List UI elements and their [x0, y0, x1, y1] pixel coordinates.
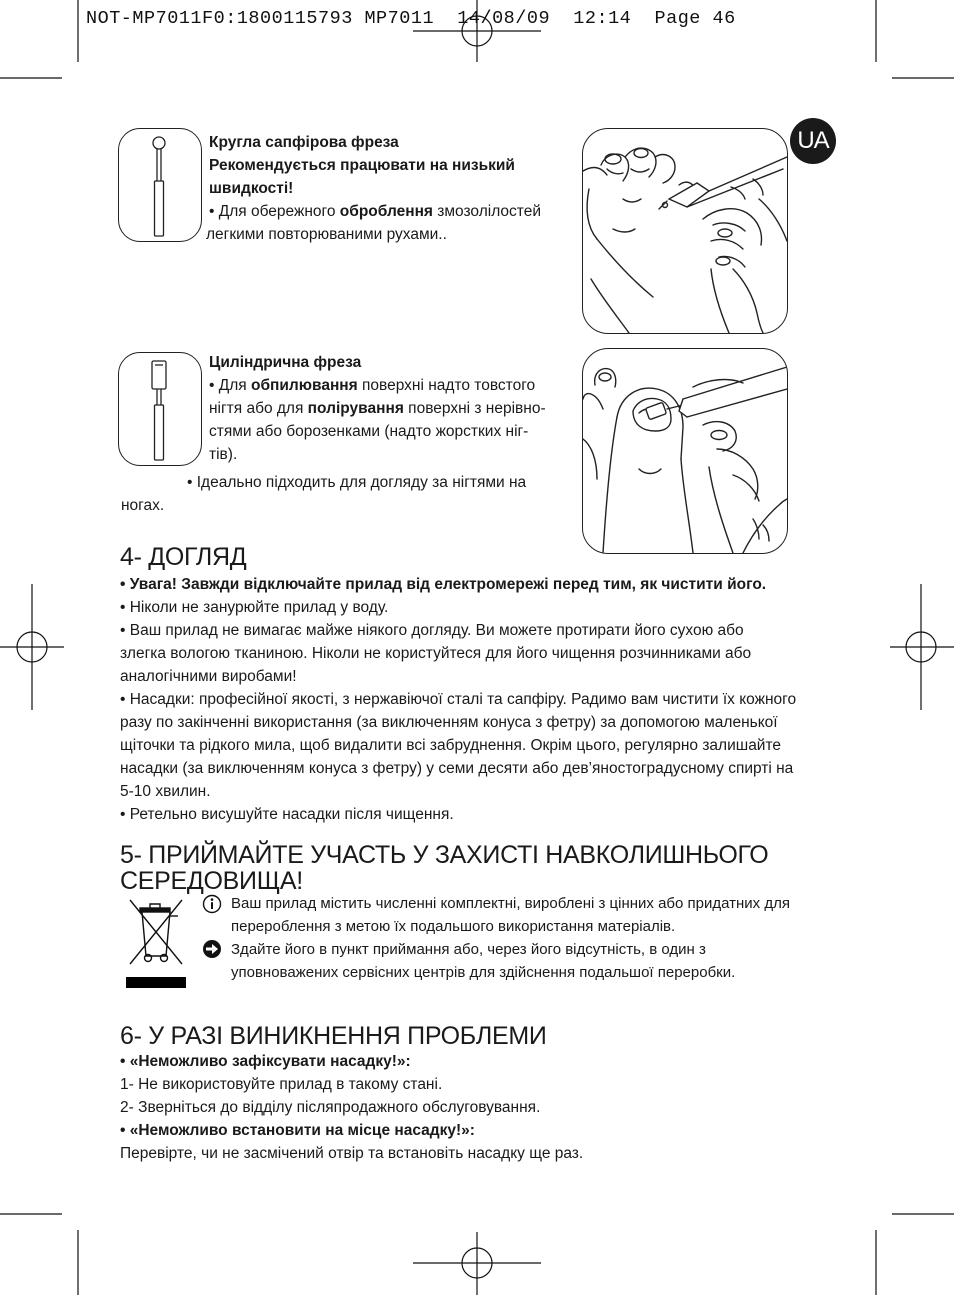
- toenail-filing-illustration: [583, 349, 787, 553]
- round-cutter-bullet-post: змозолілостей: [432, 203, 541, 220]
- cylinder-bullet1-bold: обпилювання: [250, 377, 358, 394]
- foot-and-hand-callus-illustration: [583, 129, 787, 333]
- section4-line-3: злегка вологою тканиною. Ніколи не користуйтеся для його чищення розчинниками або: [120, 645, 752, 662]
- cylinder-bullet1-pre: • Для: [209, 377, 251, 394]
- section6-p1-bullet: • «: [120, 1053, 139, 1070]
- cylinder-bullet1-post: поверхні надто товстого: [357, 377, 536, 394]
- cylinder-bullet1-l4: тів).: [209, 446, 238, 463]
- arrow-right-circle-icon: [202, 939, 222, 959]
- round-cutter-title: Кругла сапфірова фреза: [209, 134, 399, 151]
- round-cutter-speed-note-l2: швидкості!: [209, 180, 294, 197]
- section4-line-6: разу по закінченні використання (за виключенням конуса з фетру) за допомогою маленької: [120, 714, 778, 731]
- section6-p2-bullet: • «: [120, 1122, 139, 1139]
- section4-line-10: • Ретельно висушуйте насадки після чищення.: [120, 806, 454, 823]
- cylinder-cutter-tool-box: [118, 352, 202, 466]
- illustration-nail-filing: [582, 348, 788, 554]
- round-sapphire-cutter-icon: [119, 129, 201, 241]
- cylinder-bullet1-l2-post: поверхні з нерівно-: [403, 400, 546, 417]
- round-cutter-speed-note-l1: Рекомендується працювати на низький: [209, 157, 515, 174]
- section5-heading-l1: 5- ПРИЙМАЙТЕ УЧАСТЬ У ЗАХИСТІ НАВКОЛИШНЬОГО: [120, 841, 769, 869]
- round-cutter-bullet-l2: легкими повторюваними рухами..: [206, 226, 447, 243]
- section6-p2-text: Перевірте, чи не засмічений отвір та встановіть насадку ще раз.: [120, 1145, 584, 1162]
- section6-p1-step1: 1- Не використовуйте прилад в такому стані.: [120, 1076, 443, 1093]
- section6-p1-step2: 2- Зверніться до відділу післяпродажного обслуговування.: [120, 1099, 541, 1116]
- print-header: NOT-MP7011F0:1800115793 MP7011 14/08/09 12:14 Page 46: [86, 8, 736, 29]
- section4-line-5: • Насадки: професійної якості, з нержавіючої сталі та сапфіру. Радимо вам чистити їх кожного: [120, 691, 797, 708]
- round-cutter-bullet-bold: оброблення: [339, 203, 433, 220]
- info-circle-icon: [202, 894, 222, 914]
- section4-line-4: аналогічними виробами!: [120, 668, 297, 685]
- language-badge: UA: [790, 118, 836, 164]
- section6-body: [120, 1050, 840, 1165]
- illustration-callus-treatment: [582, 128, 788, 334]
- crossed-out-wheelie-bin-icon: [124, 894, 188, 992]
- section4-line-9: 5-10 хвилин.: [120, 783, 211, 800]
- cylinder-cutter-title: Циліндрична фреза: [209, 354, 362, 371]
- cylinder-cutter-description: [209, 351, 579, 466]
- cylinder-bullet2-l1: • Ідеально підходить для догляду за нігтями на: [187, 474, 527, 491]
- section5-arrow-l1: Здайте його в пункт приймання або, через його відсутність, в один з: [231, 941, 706, 958]
- cylinder-bullet2-l2: ногах.: [121, 497, 165, 514]
- section5-heading-l2: СЕРЕДОВИЩА!: [120, 867, 303, 895]
- section4-body: [120, 573, 840, 826]
- round-cutter-tool-box: [118, 128, 202, 242]
- cylindrical-cutter-icon: [119, 353, 201, 465]
- section5-arrow-l2: уповноважених сервісних центрів для здійснення подальшої переробки.: [231, 964, 736, 981]
- section6-p1-title: Неможливо зафіксувати насадку!»:: [138, 1053, 411, 1070]
- section4-warning: • Увага! Завжди відключайте прилад від електромережі перед тим, як чистити його.: [120, 576, 767, 593]
- round-cutter-description: [206, 131, 579, 246]
- cylinder-bullet1-l2-pre: нігтя або для: [209, 400, 308, 417]
- cylinder-bullet1-l2-bold: полірування: [307, 400, 404, 417]
- section5-info-l2: перероблення з метою їх подальшого використання матеріалів.: [231, 918, 676, 935]
- round-cutter-bullet-pre: • Для обережного: [209, 203, 340, 220]
- section4-line-2: • Ваш прилад не вимагає майже ніякого догляду. Ви можете протирати його сухою або: [120, 622, 744, 639]
- section4-line-7: щіточки та рідкого мила, щоб видалити всі забруднення. Окрім цього, регулярно залишайте: [120, 737, 782, 754]
- section4-line-1: • Ніколи не занурюйте прилад у воду.: [120, 599, 389, 616]
- section6-p2-title: Неможливо встановити на місце насадку!»:: [138, 1122, 475, 1139]
- section4-line-8: насадки (за виключенням конуса з фетру) у семи десяти або дев’яностоградусному спирті на: [120, 760, 794, 777]
- cylinder-bullet1-l3: стями або борозенками (надто жорстких ніг-: [209, 423, 529, 440]
- section5-heading: [120, 842, 768, 894]
- section5-info-l1: Ваш прилад містить численні комплектні, вироблені з цінних або придатних для: [231, 895, 790, 912]
- section5-body: [231, 892, 790, 984]
- section6-heading: 6- У РАЗІ ВИНИКНЕННЯ ПРОБЛЕМИ: [120, 1022, 547, 1050]
- section4-heading: 4- ДОГЛЯД: [120, 543, 247, 571]
